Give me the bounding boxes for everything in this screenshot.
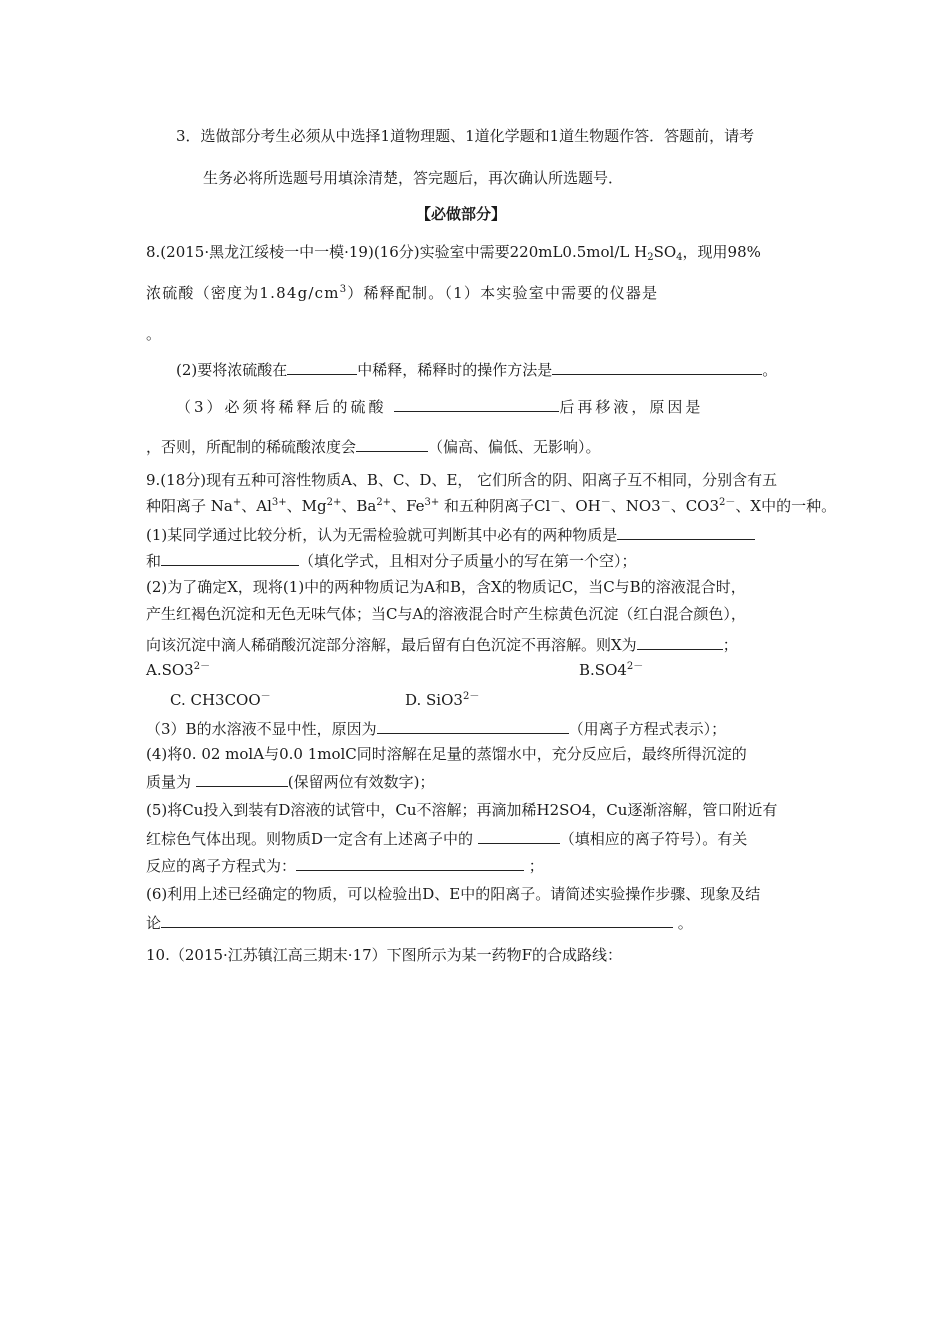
q9-option-c[interactable]: C. CH3COO－ <box>170 691 271 709</box>
q8-blank-before-transfer[interactable] <box>394 396 559 412</box>
q9-blank-mass[interactable] <box>196 771 288 787</box>
q9-intro-2: 种阳离子 Na+、$Al^{3+}$、$Mg^{2+}$、$Ba^{2+}$、$Fe^{3+}$ 和五种阴离子Cl－、OH－、NO3－、$CO3^{2-}$、X中的一种。 <box>146 497 837 515</box>
q9-option-b[interactable]: $B.SO4^{2-}$ <box>579 661 644 679</box>
q9-option-a[interactable]: $A.SO3^{2-}$ <box>146 661 211 679</box>
q8-blank-dilute-vessel[interactable] <box>287 359 357 375</box>
q8-line-5: （3）必须将稀释后的硫酸 后再移液，原因是 <box>176 398 704 416</box>
q8-blank-concentration[interactable] <box>356 436 428 452</box>
q9-option-d[interactable]: D. $SiO3^{2-}$ <box>405 691 480 709</box>
q9-part4-line-2: 质量为 (保留两位有效数字)； <box>146 773 435 791</box>
q9-part1-line-2: 和 （填化学式，且相对分子质量小的写在第一个空）； <box>146 552 637 570</box>
q9-blank-conclusion[interactable] <box>161 912 673 928</box>
q9-part1-line-1: (1)某同学通过比较分析，认为无需检验就可判断其中必有的两种物质是 <box>146 524 755 545</box>
q9-blank-ionic-equation[interactable] <box>377 718 569 734</box>
q9-blank-substance-2[interactable] <box>161 550 299 566</box>
q9-part2-line-2: 产生红褐色沉淀和无色无味气体；当C与A的溶液混合时产生棕黄色沉淀（红白混合颜色）， <box>146 605 746 623</box>
q9-part2-line-3: 向该沉淀中滴人稀硝酸沉淀部分溶解，最后留有白色沉淀不再溶解。则X为 ； <box>146 636 738 654</box>
notice-line-2: 生务必将所选题号用填涂清楚，答完题后，再次确认所选题号． <box>203 169 624 187</box>
q9-part6-line-2: 论 。 <box>146 914 693 932</box>
q9-part3-line: （3）B的水溶液不显中性，原因为 （用离子方程式表示）； <box>146 720 727 738</box>
q9-blank-substance-1[interactable] <box>617 524 755 540</box>
q9-part6-line-1: (6)利用上述已经确定的物质，可以检验出D、E中的阳离子。请简述实验操作步骤、现象及结 <box>146 885 761 903</box>
q8-blank-method[interactable] <box>552 359 762 375</box>
q8-line-6: ，否则，所配制的稀硫酸浓度会 （偏高、偏低、无影响）。 <box>146 438 601 456</box>
q8-line-3: 。 <box>146 325 162 343</box>
q8-line-4: (2)要将浓硫酸在 中稀释，稀释时的操作方法是 。 <box>176 361 778 379</box>
q9-blank-x[interactable] <box>637 634 723 650</box>
q9-part5-line-3: 反应的离子方程式为： ； <box>146 857 544 875</box>
q9-blank-reaction-equation[interactable] <box>296 855 524 871</box>
q8-line-1: 8.(2015·黑龙江绥棱一中一模·19)(16分)实验室中需要220mL0.5mol/L $H_2SO_4$，现用98% <box>146 243 761 263</box>
q10-line-1: 10.（2015·江苏镇江高三期末·17）下图所示为某一药物F的合成路线： <box>146 946 623 964</box>
notice-line-1: 3．选做部分考生必须从中选择1道物理题、1道化学题和1道生物题作答．答题前，请考 <box>176 127 755 145</box>
q9-part4-line-1: (4)将0. 02 molA与0.0 1molC同时溶解在足量的蒸馏水中，充分反应后，最终所得沉淀的 <box>146 745 747 763</box>
q9-intro-1: 9.(18分)现有五种可溶性物质A、B、C、D、E， 它们所含的阴、阳离子互不相同，分别含有五 <box>146 471 778 489</box>
q9-part5-line-1: (5)将Cu投入到装有D溶液的试管中，Cu不溶解；再滴加稀H2SO4，Cu逐渐溶解，管口附近有 <box>146 801 778 819</box>
q9-part5-line-2: 红棕色气体出现。则物质D一定含有上述离子中的 （填相应的离子符号）。有关 <box>146 830 748 848</box>
q9-blank-ion-symbol[interactable] <box>478 828 560 844</box>
section-title: 【必做部分】 <box>416 205 507 223</box>
q8-line-2: 浓硫酸（密度为$1.84g/cm^3$）稀释配制。（1）本实验室中需要的仪器是 <box>146 284 659 302</box>
q9-part2-line-1: (2)为了确定X，现将(1)中的两种物质记为A和B，含X的物质记C，当C与B的溶液混合时， <box>146 578 746 596</box>
